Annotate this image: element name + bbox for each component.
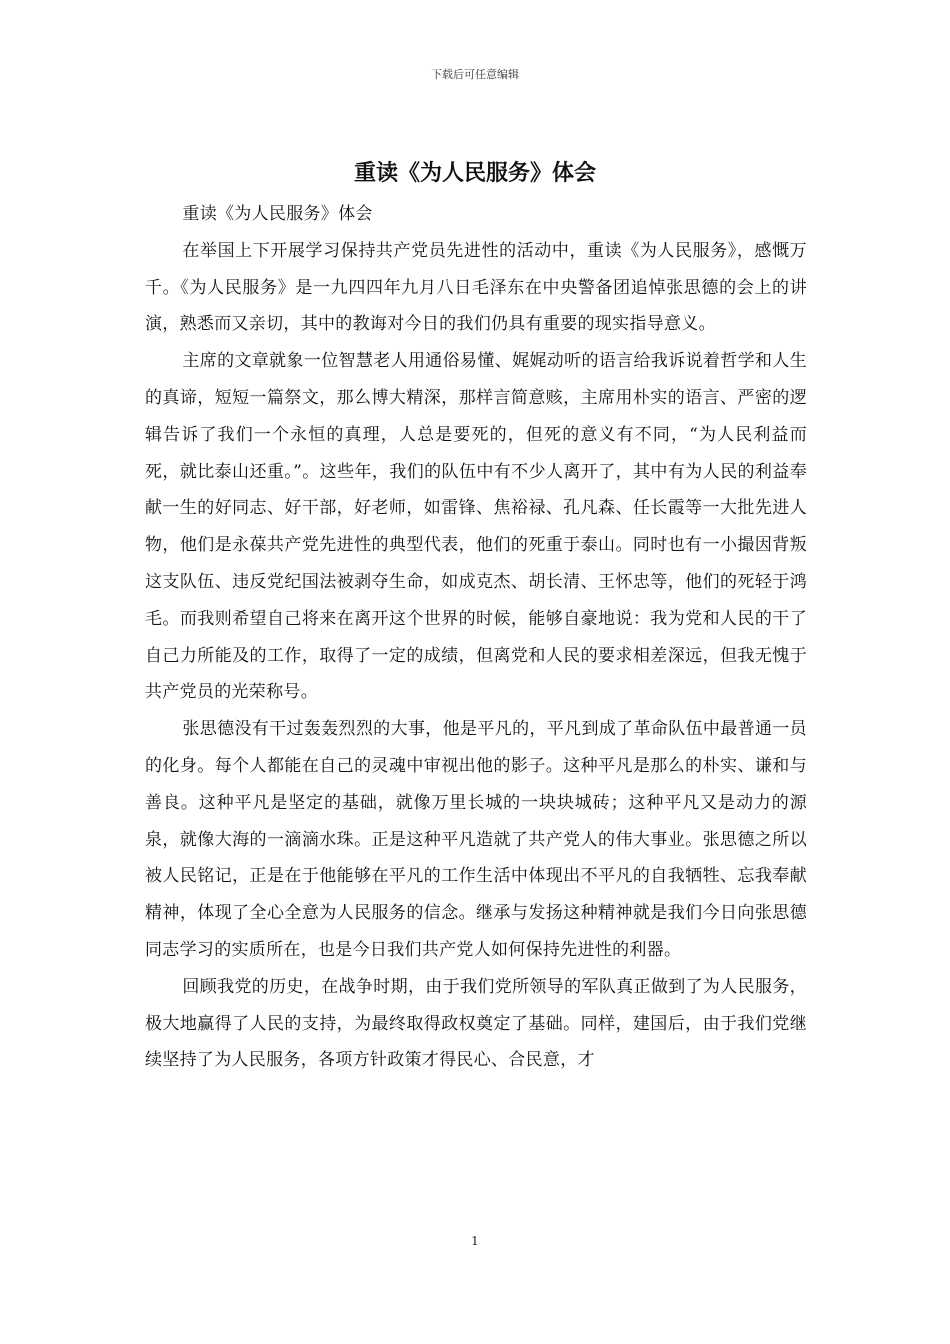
document-title: 重读《为人民服务》体会: [353, 160, 596, 186]
body-paragraph: 张思德没有干过轰轰烈烈的大事，他是平凡的，平凡到成了革命队伍中最普通一员的化身。每个人都能在自己的灵魂中审视出他的影子。这种平凡是那么的朴实、谦和与善良。这种平凡是坚定的基础，就像万里长城的一块块城砖；这种平凡又是动力的源泉，就像大海的一滴滴水珠。正是这种平凡造就了共产党人的伟大事业。张思德之所以被人民铭记，正是在于他能够在平凡的工作生活中体现出不平凡的自我牺牲、忘我奉献精神，体现了全心全意为人民服务的信念。继承与发扬这种精神就是我们今日向张思德同志学习的实质所在，也是今日我们共产党人如何保持先进性的利器。: [145, 719, 807, 960]
body-paragraph: 在举国上下开展学习保持共产党员先进性的活动中，重读《为人民服务》，感慨万千。《为人民服务》是一九四四年九月八日毛泽东在中央警备团追悼张思德的会上的讲演，熟悉而又亲切，其中的教诲对今日的我们仍具有重要的现实指导意义。: [145, 240, 807, 335]
subtitle-paragraph: 重读《为人民服务》体会: [182, 204, 373, 224]
document-body: [145, 196, 807, 1079]
body-paragraph: 回顾我党的历史，在战争时期，由于我们党所领导的军队真正做到了为人民服务，极大地赢得了人民的支持，为最终取得政权奠定了基础。同样，建国后，由于我们党继续坚持了为人民服务，各项方针政策才得民心、合民意，才: [145, 976, 807, 1071]
page-header: 下载后可任意编辑: [431, 68, 519, 81]
body-paragraph: 主席的文章就象一位智慧老人用通俗易懂、娓娓动听的语言给我诉说着哲学和人生的真谛，短短一篇祭文，那么博大精深，那样言简意赅，主席用朴实的语言、严密的逻辑告诉了我们一个永恒的真理，人总是要死的，但死的意义有不同，“为人民利益而死，就比泰山还重。”。这些年，我们的队伍中有不少人离开了，其中有为人民的利益奉献一生的好同志、好干部，好老师，如雷锋、焦裕禄、孔凡森、任长霞等一大批先进人物，他们是永葆共产党先进性的典型代表，他们的死重于泰山。同时也有一小撮因背叛这支队伍、违反党纪国法被剥夺生命，如成克杰、胡长清、王怀忠等，他们的死轻于鸿毛。而我则希望自己将来在离开这个世界的时候，能够自豪地说：我为党和人民的干了自己力所能及的工作，取得了一定的成绩，但离党和人民的要求相差深远，但我无愧于共产党员的光荣称号。: [145, 351, 807, 703]
page-number: 1: [471, 1234, 479, 1248]
